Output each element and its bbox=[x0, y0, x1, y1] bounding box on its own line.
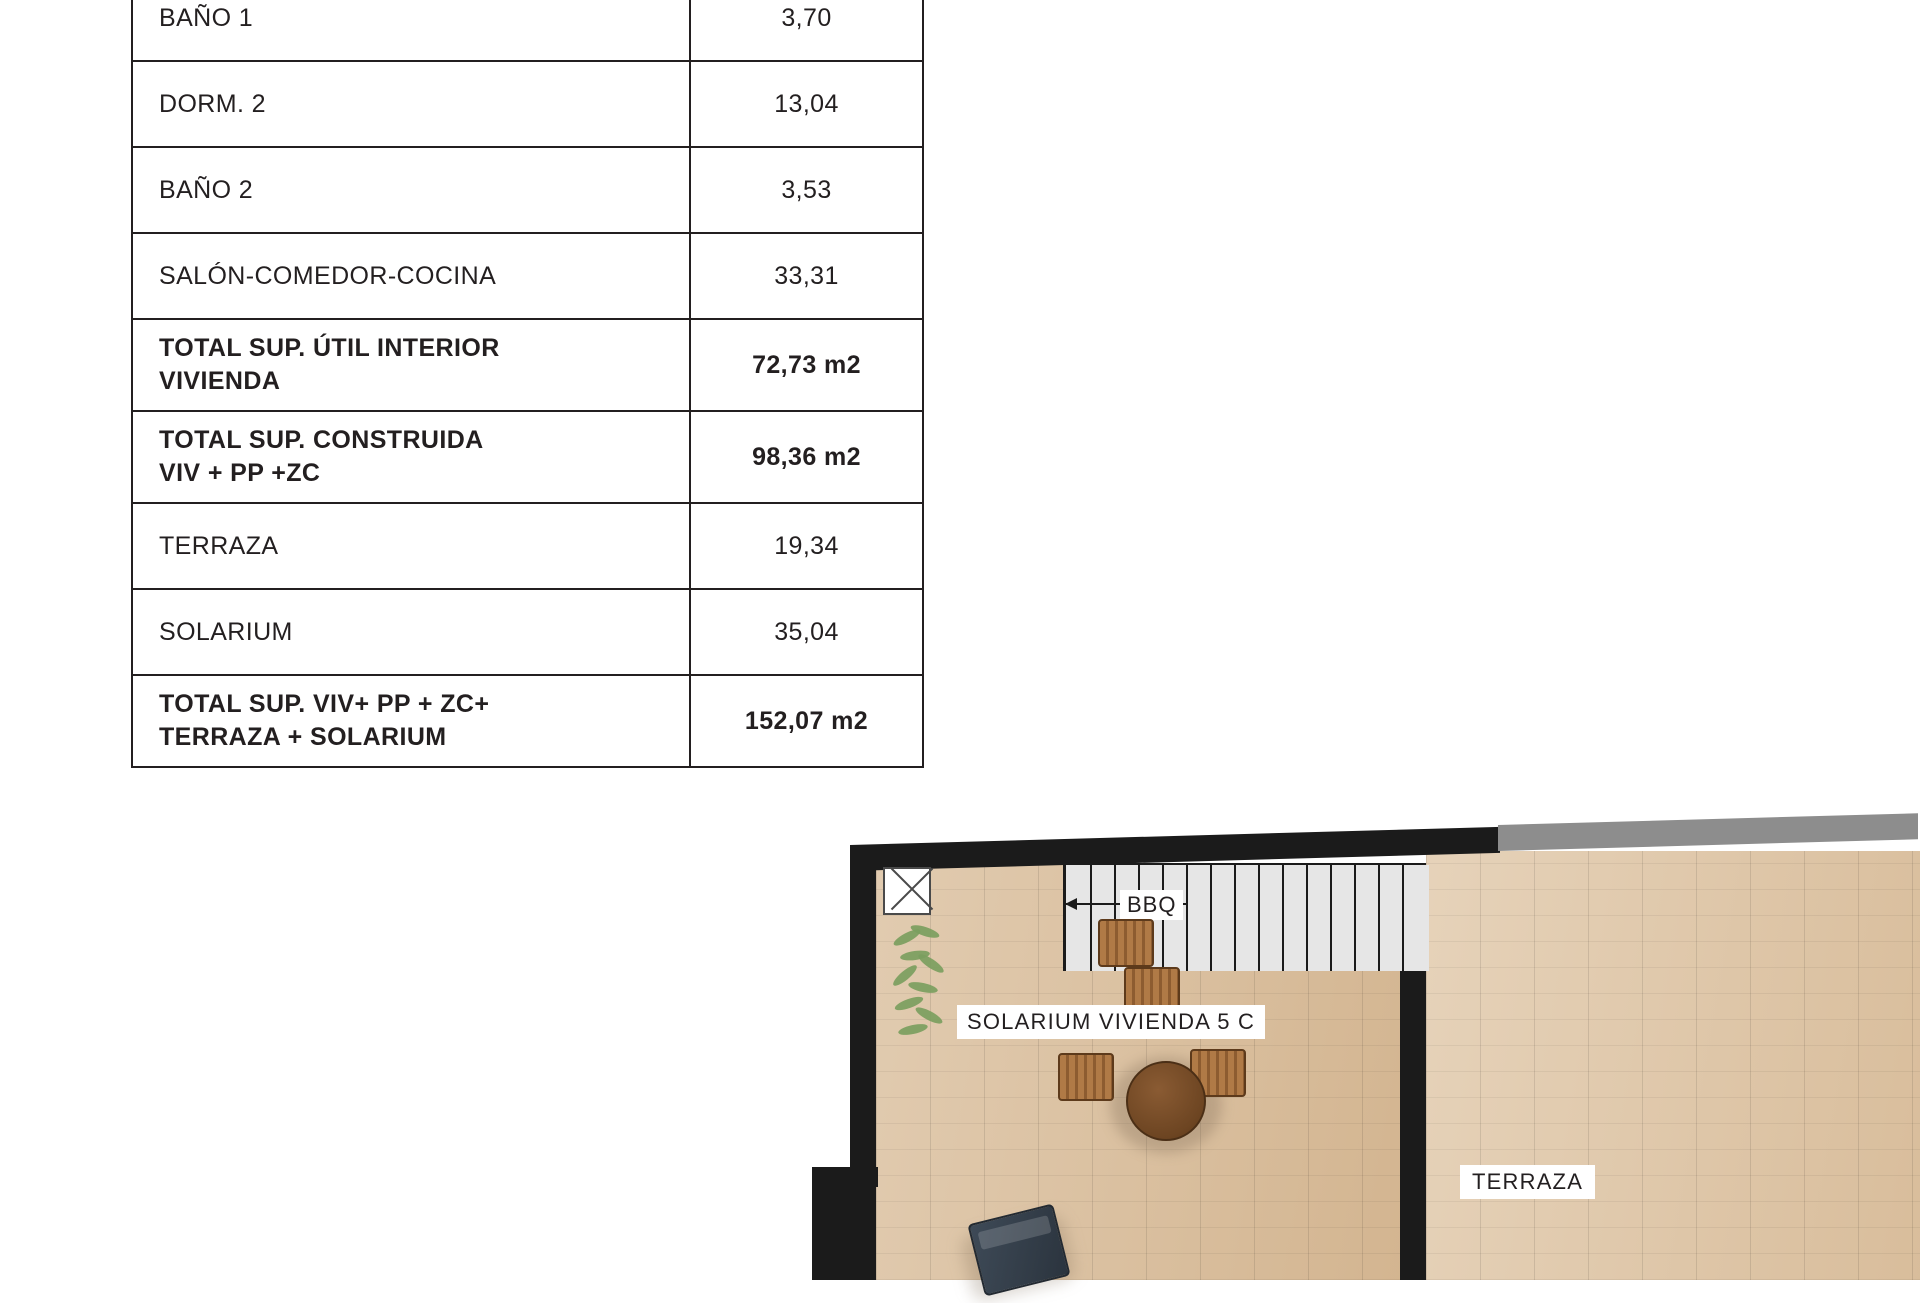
row-label: DORM. 2 bbox=[132, 61, 690, 147]
chair-icon bbox=[1098, 919, 1154, 967]
row-value: 33,31 bbox=[690, 233, 923, 319]
row-value: 98,36 m2 bbox=[690, 411, 923, 503]
row-value: 152,07 m2 bbox=[690, 675, 923, 767]
roof-hatch-icon bbox=[883, 867, 931, 915]
row-label bbox=[132, 411, 690, 503]
row-label: BAÑO 2 bbox=[132, 147, 690, 233]
table-row bbox=[132, 233, 923, 319]
row-label-line1: TOTAL SUP. VIV+ PP + ZC+ bbox=[159, 690, 490, 718]
row-value: 35,04 bbox=[690, 589, 923, 675]
table-row bbox=[132, 589, 923, 675]
row-label-line1: TOTAL SUP. CONSTRUIDA bbox=[159, 426, 484, 454]
table-row-total bbox=[132, 411, 923, 503]
row-label-line1: TOTAL SUP. ÚTIL INTERIOR bbox=[159, 334, 500, 362]
row-label-line2: VIVIENDA bbox=[159, 367, 281, 395]
chair-icon bbox=[1058, 1053, 1114, 1101]
row-label-line2: VIV + PP +ZC bbox=[159, 459, 321, 487]
table-row-total bbox=[132, 319, 923, 411]
plan-wrapper bbox=[770, 805, 1920, 1280]
round-table-icon bbox=[1126, 1061, 1206, 1141]
plant-icon bbox=[888, 925, 950, 1045]
parapet-wall-grey bbox=[1498, 813, 1918, 851]
patio-furniture-group bbox=[1040, 965, 1270, 1165]
row-label-line2: TERRAZA + SOLARIUM bbox=[159, 723, 447, 751]
table-row-total bbox=[132, 675, 923, 767]
row-value: 13,04 bbox=[690, 61, 923, 147]
row-value: 3,70 bbox=[690, 0, 923, 61]
table-row bbox=[132, 503, 923, 589]
areas-table-body bbox=[132, 0, 923, 767]
areas-table bbox=[131, 0, 924, 768]
bbq-label: BBQ bbox=[1120, 890, 1183, 920]
solarium-label: SOLARIUM VIVIENDA 5 C bbox=[957, 1005, 1265, 1039]
table-row bbox=[132, 61, 923, 147]
terraza-label: TERRAZA bbox=[1460, 1165, 1595, 1199]
floorplan-drawing bbox=[0, 780, 1920, 1280]
row-label: TERRAZA bbox=[132, 503, 690, 589]
partition-wall bbox=[1400, 955, 1426, 1280]
exterior-wall-bottom-left-stub bbox=[812, 1167, 878, 1187]
row-value: 72,73 m2 bbox=[690, 319, 923, 411]
table-row bbox=[132, 147, 923, 233]
table-row bbox=[132, 0, 923, 61]
row-value: 19,34 bbox=[690, 503, 923, 589]
row-label: BAÑO 1 bbox=[132, 0, 690, 61]
row-label bbox=[132, 675, 690, 767]
row-label: SALÓN-COMEDOR-COCINA bbox=[132, 233, 690, 319]
row-value: 3,53 bbox=[690, 147, 923, 233]
terraza-floor bbox=[1426, 851, 1920, 1280]
row-label: SOLARIUM bbox=[132, 589, 690, 675]
row-label bbox=[132, 319, 690, 411]
